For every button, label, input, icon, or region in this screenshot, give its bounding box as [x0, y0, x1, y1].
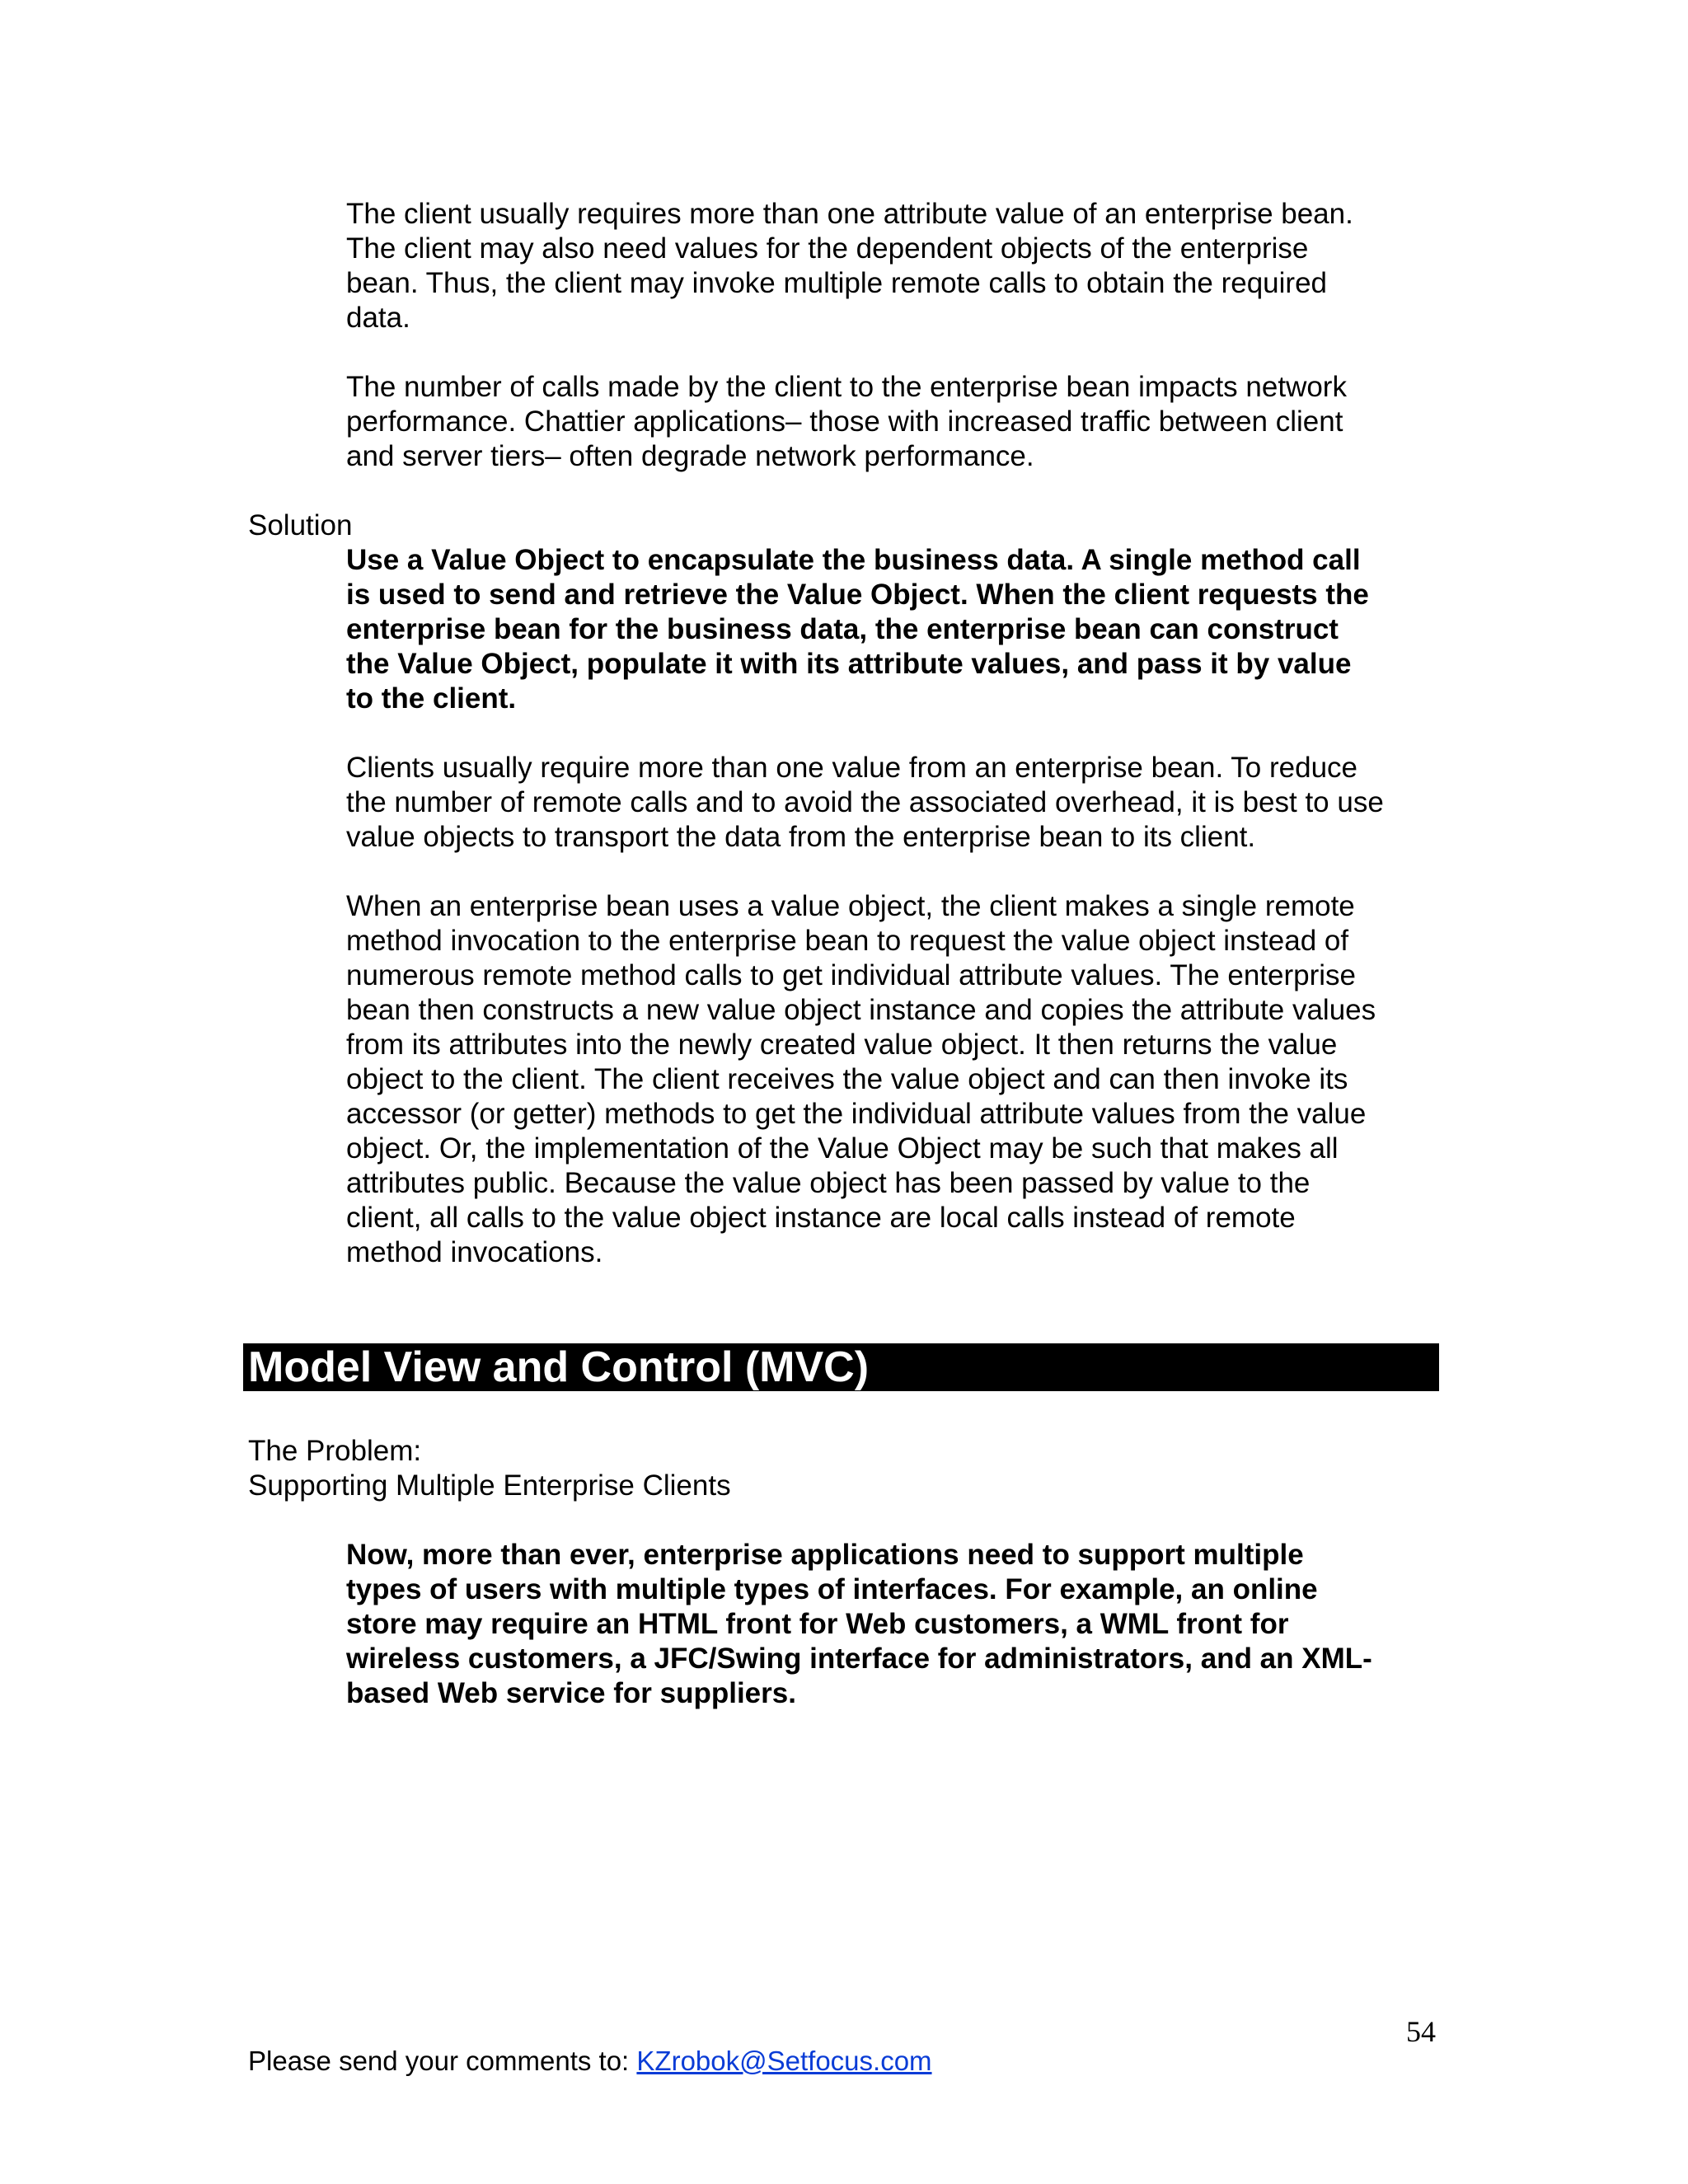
solution-paragraph-2: [346, 889, 1451, 1270]
text-line: bean then constructs a new value object instance and copies the attribute values: [346, 994, 1376, 1026]
mvc-problem-label: The Problem:: [248, 1435, 422, 1467]
problem-paragraph-1: [346, 197, 1451, 335]
text-line: object to the client. The client receives the value object and can then invoke its: [346, 1063, 1348, 1095]
text-line: based Web service for suppliers.: [346, 1677, 796, 1709]
mvc-problem-subtitle: Supporting Multiple Enterprise Clients: [248, 1469, 731, 1502]
text-line: the Value Object, populate it with its attribute values, and pass it by value: [346, 648, 1352, 680]
text-line: numerous remote method calls to get individual attribute values. The enterprise: [346, 959, 1357, 991]
text-line: data.: [346, 302, 410, 334]
text-line: The client may also need values for the dependent objects of the enterprise: [346, 232, 1309, 265]
text-line: client, all calls to the value object instance are local calls instead of remote: [346, 1202, 1296, 1234]
text-line: wireless customers, a JFC/Swing interface for administrators, and an XML-: [346, 1643, 1372, 1675]
text-line: Clients usually require more than one value from an enterprise bean. To reduce: [346, 752, 1357, 784]
text-line: Now, more than ever, enterprise applications need to support multiple: [346, 1539, 1304, 1571]
text-line: enterprise bean for the business data, the enterprise bean can construct: [346, 613, 1339, 645]
text-line: method invocations.: [346, 1236, 603, 1268]
text-line: and server tiers– often degrade network performance.: [346, 440, 1034, 472]
text-line: is used to send and retrieve the Value Object. When the client requests the: [346, 579, 1369, 611]
problem-paragraph-2: [346, 370, 1451, 474]
text-line: method invocation to the enterprise bean to request the value object instead of: [346, 925, 1349, 957]
mvc-problem-paragraph: [346, 1538, 1451, 1711]
page-number: 54: [1406, 2015, 1436, 2048]
text-line: performance. Chattier applications– those with increased traffic between client: [346, 405, 1343, 438]
text-line: The client usually requires more than one attribute value of an enterprise bean.: [346, 198, 1353, 230]
text-line: to the client.: [346, 682, 517, 715]
text-line: attributes public. Because the value object has been passed by value to the: [346, 1167, 1311, 1199]
solution-paragraph-1: [346, 751, 1451, 855]
footer-email-link[interactable]: KZrobok@Setfocus.com: [636, 2046, 932, 2076]
text-line: store may require an HTML front for Web customers, a WML front for: [346, 1608, 1289, 1640]
text-line: accessor (or getter) methods to get the individual attribute values from the value: [346, 1098, 1367, 1130]
solution-label: Solution: [248, 509, 353, 541]
text-line: bean. Thus, the client may invoke multiple remote calls to obtain the required: [346, 267, 1327, 299]
footer: [248, 2044, 932, 2079]
text-line: value objects to transport the data from the enterprise bean to its client.: [346, 821, 1256, 853]
solution-summary: [346, 543, 1451, 716]
footer-text: Please send your comments to:: [248, 2046, 637, 2076]
text-line: object. Or, the implementation of the Value Object may be such that makes all: [346, 1132, 1339, 1165]
text-line: the number of remote calls and to avoid the associated overhead, it is best to use: [346, 786, 1384, 818]
text-line: Use a Value Object to encapsulate the business data. A single method call: [346, 544, 1361, 576]
text-line: When an enterprise bean uses a value object, the client makes a single remote: [346, 890, 1355, 922]
section-heading-mvc: Model View and Control (MVC): [243, 1343, 1439, 1391]
text-line: from its attributes into the newly created value object. It then returns the value: [346, 1029, 1338, 1061]
text-line: types of users with multiple types of interfaces. For example, an online: [346, 1573, 1318, 1605]
text-line: The number of calls made by the client to the enterprise bean impacts network: [346, 371, 1347, 403]
